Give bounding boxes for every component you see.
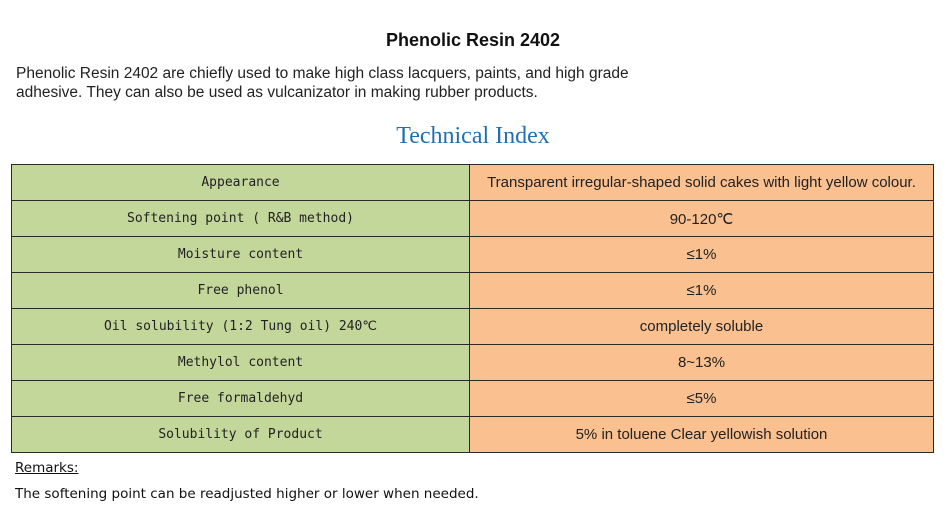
value-cell: ≤1% (470, 273, 934, 309)
parameter-cell: Appearance (12, 165, 470, 201)
value-cell: 5% in toluene Clear yellowish solution (470, 417, 934, 453)
table-row (12, 381, 934, 417)
value-cell: Transparent irregular-shaped solid cakes with light yellow colour. (470, 165, 934, 201)
value-cell: 90-120℃ (470, 201, 934, 237)
parameter-cell: Softening point ( R&B method) (12, 201, 470, 237)
table-row (12, 237, 934, 273)
table-row (12, 309, 934, 345)
page-title: Phenolic Resin 2402 (385, 30, 561, 50)
technical-index-table (11, 164, 934, 453)
table-row (12, 345, 934, 381)
value-cell: ≤5% (470, 381, 934, 417)
table-row (12, 417, 934, 453)
table-row (12, 201, 934, 237)
parameter-cell: Free formaldehyd (12, 381, 470, 417)
parameter-cell: Free phenol (12, 273, 470, 309)
table-row (12, 273, 934, 309)
value-cell: 8~13% (470, 345, 934, 381)
parameter-cell: Methylol content (12, 345, 470, 381)
value-cell: completely soluble (470, 309, 934, 345)
section-title: Technical Index (396, 123, 550, 149)
value-cell: ≤1% (470, 237, 934, 273)
table-row (12, 165, 934, 201)
product-description: Phenolic Resin 2402 are chiefly used to make high class lacquers, paints, and high grade adhesive. They can also be used as vulcanizator in making rubber products. (16, 65, 629, 101)
remarks-text: The softening point can be readjusted higher or lower when needed. (15, 486, 479, 502)
remarks-label: Remarks: (15, 460, 79, 476)
parameter-cell: Moisture content (12, 237, 470, 273)
parameter-cell: Solubility of Product (12, 417, 470, 453)
parameter-cell: Oil solubility (1:2 Tung oil) 240℃ (12, 309, 470, 345)
